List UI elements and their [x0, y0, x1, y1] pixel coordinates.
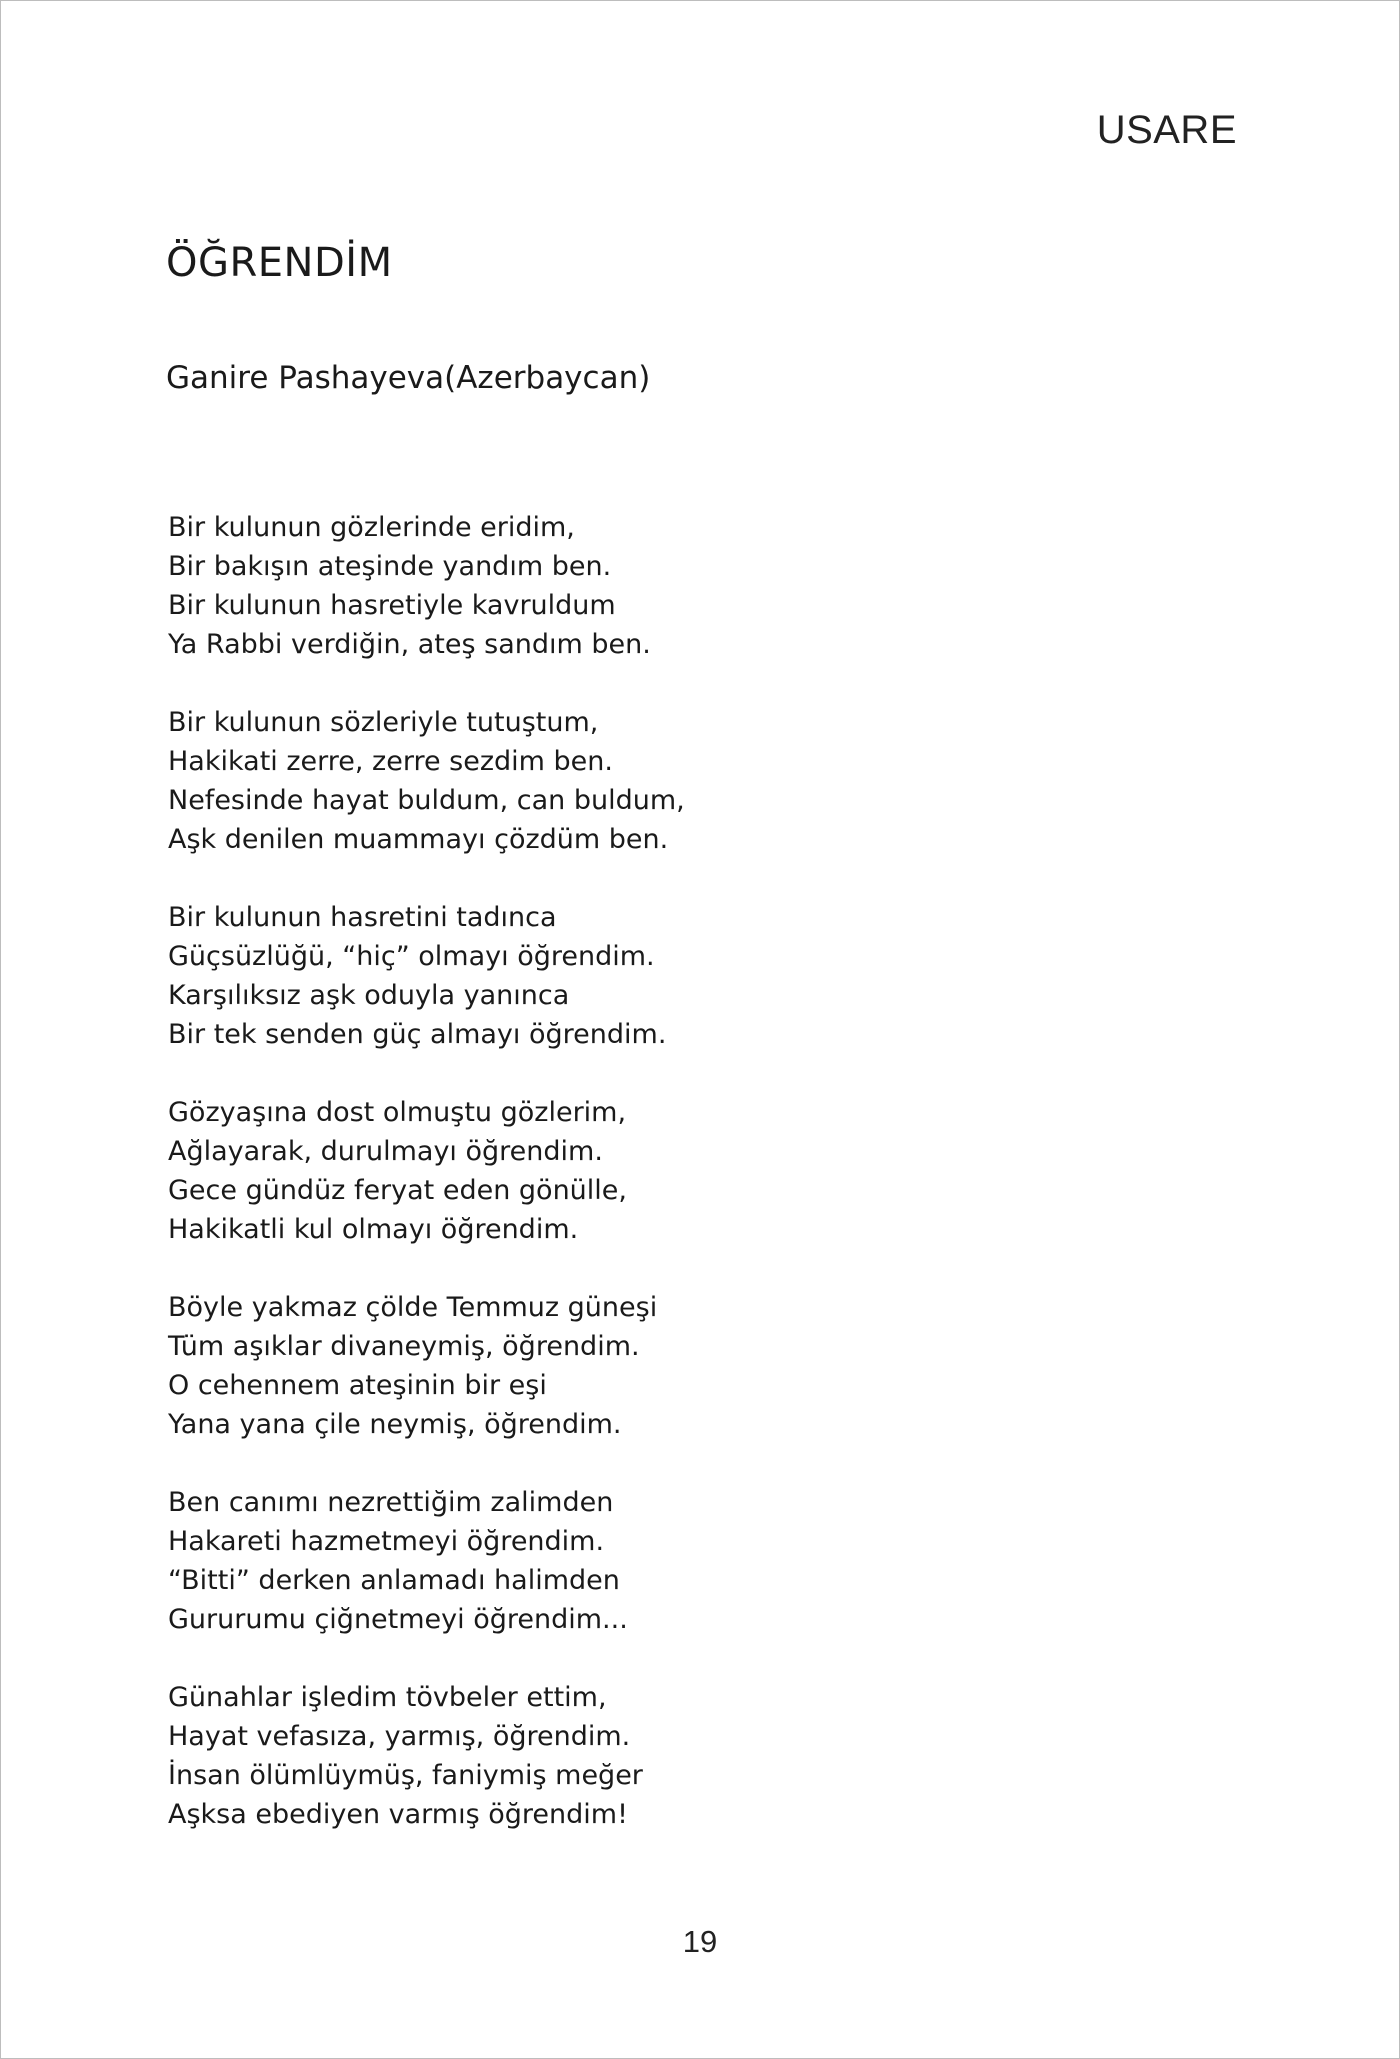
- verse-line: Güçsüzlüğü, “hiç” olmayı öğrendim.: [168, 941, 655, 972]
- verse-line: Ağlayarak, durulmayı öğrendim.: [168, 1136, 603, 1167]
- verse-line: Ya Rabbi verdiğin, ateş sandım ben.: [168, 629, 651, 660]
- verse-line: Gece gündüz feryat eden gönülle,: [168, 1175, 627, 1206]
- running-header: USARE: [1096, 108, 1237, 152]
- verse-line: Bir kulunun hasretini tadınca: [168, 902, 557, 933]
- poem-body: [168, 508, 1068, 1873]
- verse-line: Hayat vefasıza, yarmış, öğrendim.: [168, 1721, 631, 1752]
- verse-line: Bir kulunun gözlerinde eridim,: [168, 512, 575, 543]
- verse-line: Aşksa ebediyen varmış öğrendim!: [168, 1799, 628, 1830]
- stanza-6: [168, 1483, 1068, 1639]
- stanza-2: [168, 703, 1068, 859]
- poem-title: ÖĞRENDİM: [166, 240, 393, 286]
- verse-line: Hakikatli kul olmayı öğrendim.: [168, 1214, 579, 1245]
- verse-line: Böyle yakmaz çölde Temmuz güneşi: [168, 1292, 658, 1323]
- verse-line: Ben canımı nezrettiğim zalimden: [168, 1487, 614, 1518]
- verse-line: O cehennem ateşinin bir eşi: [168, 1370, 547, 1401]
- verse-line: “Bitti” derken anlamadı halimden: [168, 1565, 620, 1596]
- page-number: 19: [682, 1924, 718, 1959]
- stanza-4: [168, 1093, 1068, 1249]
- verse-line: Bir tek senden güç almayı öğrendim.: [168, 1019, 667, 1050]
- verse-line: Karşılıksız aşk oduyla yanınca: [168, 980, 570, 1011]
- verse-line: Tüm aşıklar divaneymiş, öğrendim.: [168, 1331, 640, 1362]
- verse-line: Nefesinde hayat buldum, can buldum,: [168, 785, 685, 816]
- verse-line: Bir bakışın ateşinde yandım ben.: [168, 551, 612, 582]
- verse-line: Hakareti hazmetmeyi öğrendim.: [168, 1526, 605, 1557]
- poem-author: Ganire Pashayeva(Azerbaycan): [166, 360, 651, 396]
- stanza-7: [168, 1678, 1068, 1834]
- verse-line: Hakikati zerre, zerre sezdim ben.: [168, 746, 613, 777]
- stanza-3: [168, 898, 1068, 1054]
- verse-line: Bir kulunun sözleriyle tutuştum,: [168, 707, 599, 738]
- verse-line: Aşk denilen muammayı çözdüm ben.: [168, 824, 669, 855]
- verse-line: Bir kulunun hasretiyle kavruldum: [168, 590, 616, 621]
- verse-line: İnsan ölümlüymüş, faniymiş meğer: [168, 1760, 643, 1791]
- verse-line: Gözyaşına dost olmuştu gözlerim,: [168, 1097, 627, 1128]
- stanza-1: [168, 508, 1068, 664]
- verse-line: Yana yana çile neymiş, öğrendim.: [168, 1409, 622, 1440]
- verse-line: Günahlar işledim tövbeler ettim,: [168, 1682, 607, 1713]
- stanza-5: [168, 1288, 1068, 1444]
- verse-line: Gururumu çiğnetmeyi öğrendim...: [168, 1604, 628, 1635]
